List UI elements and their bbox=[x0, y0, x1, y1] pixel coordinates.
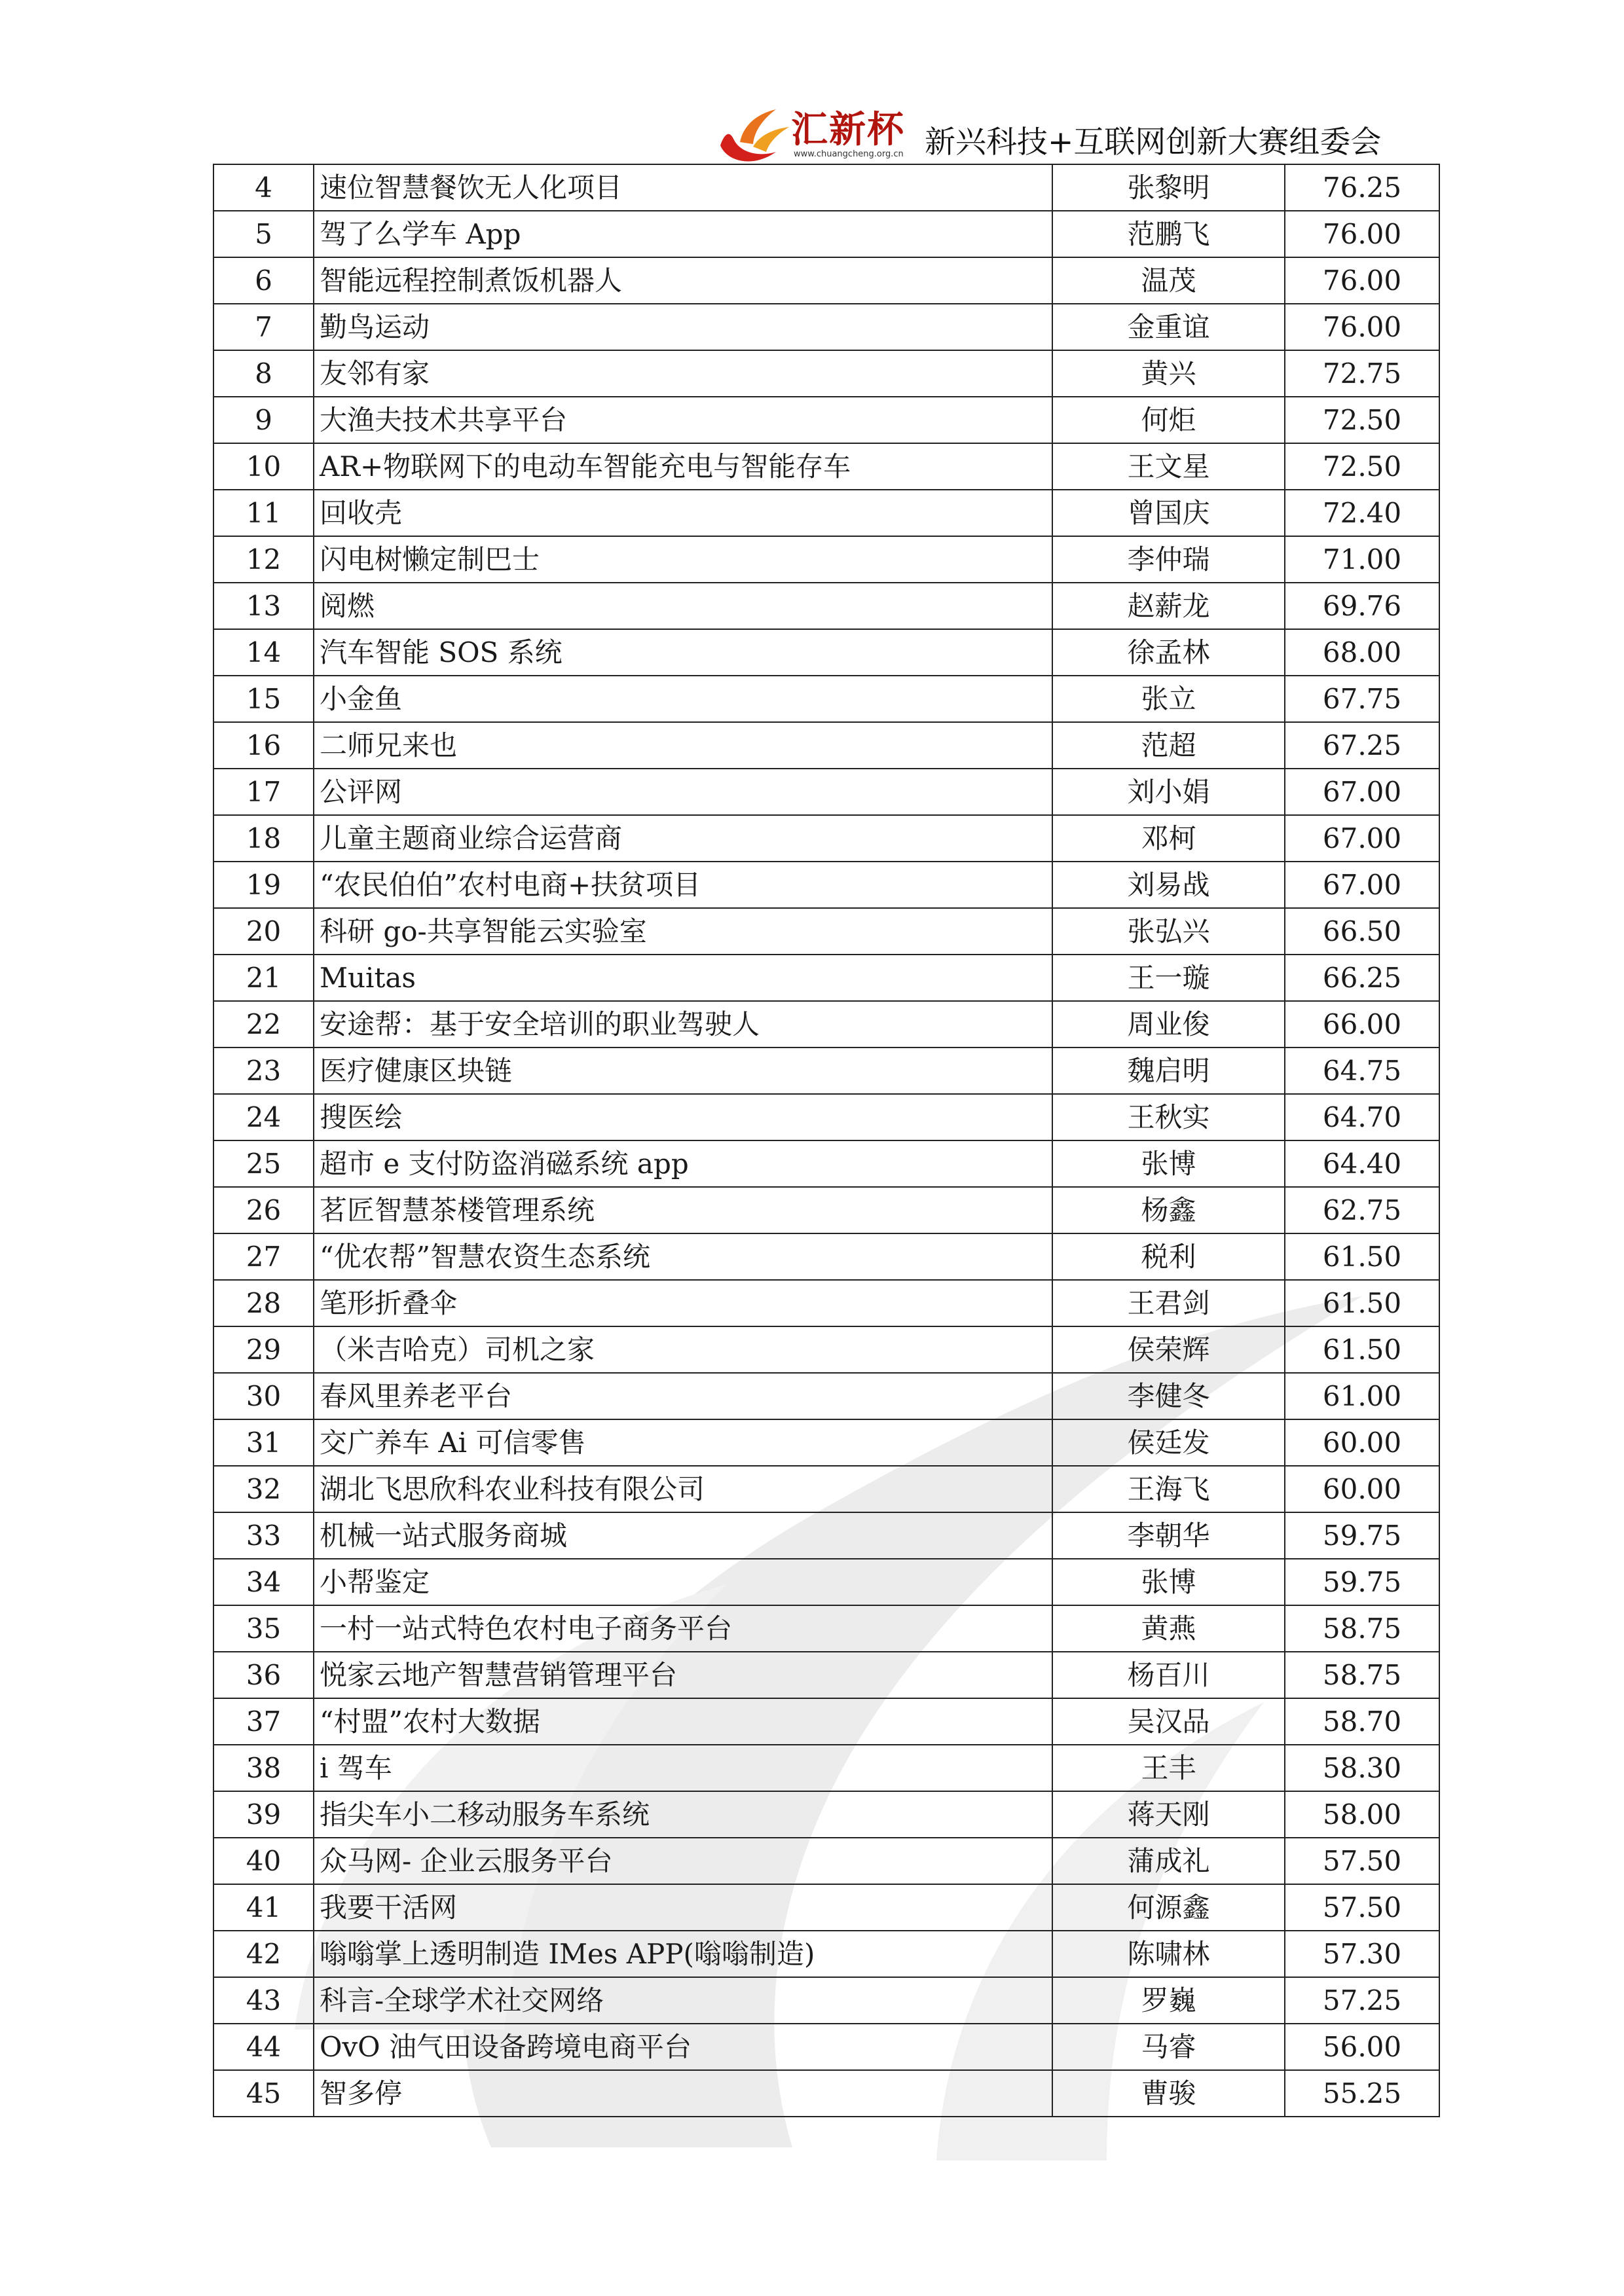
row-number: 18 bbox=[213, 815, 314, 862]
leader-name: 侯廷发 bbox=[1052, 1419, 1285, 1466]
row-number: 20 bbox=[213, 908, 314, 955]
table-row bbox=[213, 955, 1439, 1001]
committee-title: 新兴科技+互联网创新大赛组委会 bbox=[925, 124, 1382, 160]
leader-name: 吴汉品 bbox=[1052, 1698, 1285, 1745]
table-row bbox=[213, 350, 1439, 397]
table-row bbox=[213, 1048, 1439, 1094]
score: 64.75 bbox=[1285, 1048, 1439, 1094]
row-number: 34 bbox=[213, 1559, 314, 1605]
row-number: 12 bbox=[213, 536, 314, 583]
results-table bbox=[213, 164, 1440, 2117]
flame-logo-icon bbox=[714, 106, 792, 168]
score: 58.70 bbox=[1285, 1698, 1439, 1745]
score: 67.25 bbox=[1285, 722, 1439, 769]
leader-name: 刘易战 bbox=[1052, 862, 1285, 908]
project-name: 速位智慧餐饮无人化项目 bbox=[314, 164, 1052, 211]
table-row bbox=[213, 583, 1439, 629]
project-name: 闪电树懒定制巴士 bbox=[314, 536, 1052, 583]
project-name: 笔形折叠伞 bbox=[314, 1280, 1052, 1326]
table-row bbox=[213, 2070, 1439, 2117]
row-number: 17 bbox=[213, 769, 314, 815]
score: 58.75 bbox=[1285, 1605, 1439, 1652]
score: 66.25 bbox=[1285, 955, 1439, 1001]
score: 76.25 bbox=[1285, 164, 1439, 211]
score: 60.00 bbox=[1285, 1419, 1439, 1466]
table-row bbox=[213, 2024, 1439, 2070]
row-number: 11 bbox=[213, 490, 314, 536]
leader-name: 张博 bbox=[1052, 1559, 1285, 1605]
table-row bbox=[213, 1373, 1439, 1419]
project-name: 茗匠智慧茶楼管理系统 bbox=[314, 1187, 1052, 1233]
project-name: 智多停 bbox=[314, 2070, 1052, 2117]
leader-name: 张黎明 bbox=[1052, 164, 1285, 211]
project-name: （米吉哈克）司机之家 bbox=[314, 1326, 1052, 1373]
table-row bbox=[213, 908, 1439, 955]
project-name: 嗡嗡掌上透明制造 IMes APP(嗡嗡制造) bbox=[314, 1931, 1052, 1977]
leader-name: 王秋实 bbox=[1052, 1094, 1285, 1140]
leader-name: 李健冬 bbox=[1052, 1373, 1285, 1419]
row-number: 9 bbox=[213, 397, 314, 443]
table-row bbox=[213, 862, 1439, 908]
table-row bbox=[213, 1512, 1439, 1559]
project-name: 搜医绘 bbox=[314, 1094, 1052, 1140]
project-name: 智能远程控制煮饭机器人 bbox=[314, 257, 1052, 304]
score: 76.00 bbox=[1285, 257, 1439, 304]
score: 69.76 bbox=[1285, 583, 1439, 629]
table-row bbox=[213, 397, 1439, 443]
leader-name: 税利 bbox=[1052, 1233, 1285, 1280]
project-name: 众马网- 企业云服务平台 bbox=[314, 1838, 1052, 1884]
score: 61.00 bbox=[1285, 1373, 1439, 1419]
table-row bbox=[213, 1977, 1439, 2024]
row-number: 31 bbox=[213, 1419, 314, 1466]
row-number: 4 bbox=[213, 164, 314, 211]
leader-name: 李朝华 bbox=[1052, 1512, 1285, 1559]
table-row bbox=[213, 304, 1439, 350]
row-number: 41 bbox=[213, 1884, 314, 1931]
table-row bbox=[213, 629, 1439, 676]
row-number: 5 bbox=[213, 211, 314, 257]
score: 72.40 bbox=[1285, 490, 1439, 536]
project-name: 医疗健康区块链 bbox=[314, 1048, 1052, 1094]
table-row bbox=[213, 211, 1439, 257]
row-number: 32 bbox=[213, 1466, 314, 1512]
row-number: 13 bbox=[213, 583, 314, 629]
score: 61.50 bbox=[1285, 1280, 1439, 1326]
project-name: 湖北飞思欣科农业科技有限公司 bbox=[314, 1466, 1052, 1512]
row-number: 39 bbox=[213, 1791, 314, 1838]
leader-name: 何炬 bbox=[1052, 397, 1285, 443]
row-number: 15 bbox=[213, 676, 314, 722]
row-number: 24 bbox=[213, 1094, 314, 1140]
table-row bbox=[213, 1745, 1439, 1791]
leader-name: 张立 bbox=[1052, 676, 1285, 722]
row-number: 22 bbox=[213, 1001, 314, 1048]
project-name: 小帮鉴定 bbox=[314, 1559, 1052, 1605]
row-number: 44 bbox=[213, 2024, 314, 2070]
score: 76.00 bbox=[1285, 211, 1439, 257]
score: 67.00 bbox=[1285, 815, 1439, 862]
leader-name: 曹骏 bbox=[1052, 2070, 1285, 2117]
row-number: 25 bbox=[213, 1140, 314, 1187]
row-number: 14 bbox=[213, 629, 314, 676]
score: 66.00 bbox=[1285, 1001, 1439, 1048]
leader-name: 陈啸林 bbox=[1052, 1931, 1285, 1977]
table-row bbox=[213, 1187, 1439, 1233]
table-row bbox=[213, 1884, 1439, 1931]
row-number: 40 bbox=[213, 1838, 314, 1884]
project-name: “优农帮”智慧农资生态系统 bbox=[314, 1233, 1052, 1280]
leader-name: 张弘兴 bbox=[1052, 908, 1285, 955]
project-name: 安途帮：基于安全培训的职业驾驶人 bbox=[314, 1001, 1052, 1048]
project-name: 交广养车 Ai 可信零售 bbox=[314, 1419, 1052, 1466]
score: 61.50 bbox=[1285, 1233, 1439, 1280]
table-row bbox=[213, 1605, 1439, 1652]
project-name: 一村一站式特色农村电子商务平台 bbox=[314, 1605, 1052, 1652]
leader-name: 罗巍 bbox=[1052, 1977, 1285, 2024]
table-row bbox=[213, 1698, 1439, 1745]
table-row bbox=[213, 490, 1439, 536]
project-name: 指尖车小二移动服务车系统 bbox=[314, 1791, 1052, 1838]
row-number: 21 bbox=[213, 955, 314, 1001]
project-name: 科研 go-共享智能云实验室 bbox=[314, 908, 1052, 955]
row-number: 6 bbox=[213, 257, 314, 304]
leader-name: 王海飞 bbox=[1052, 1466, 1285, 1512]
leader-name: 王文星 bbox=[1052, 443, 1285, 490]
project-name: 春风里养老平台 bbox=[314, 1373, 1052, 1419]
row-number: 36 bbox=[213, 1652, 314, 1698]
project-name: i 驾车 bbox=[314, 1745, 1052, 1791]
table-row bbox=[213, 1233, 1439, 1280]
table-row bbox=[213, 1001, 1439, 1048]
score: 58.75 bbox=[1285, 1652, 1439, 1698]
score: 58.00 bbox=[1285, 1791, 1439, 1838]
row-number: 43 bbox=[213, 1977, 314, 2024]
project-name: “村盟”农村大数据 bbox=[314, 1698, 1052, 1745]
table-row bbox=[213, 1326, 1439, 1373]
project-name: 悦家云地产智慧营销管理平台 bbox=[314, 1652, 1052, 1698]
row-number: 42 bbox=[213, 1931, 314, 1977]
score: 58.30 bbox=[1285, 1745, 1439, 1791]
score: 67.00 bbox=[1285, 769, 1439, 815]
leader-name: 黄燕 bbox=[1052, 1605, 1285, 1652]
score: 57.50 bbox=[1285, 1884, 1439, 1931]
leader-name: 魏启明 bbox=[1052, 1048, 1285, 1094]
row-number: 26 bbox=[213, 1187, 314, 1233]
project-name: 大渔夫技术共享平台 bbox=[314, 397, 1052, 443]
leader-name: 邓柯 bbox=[1052, 815, 1285, 862]
leader-name: 范鹏飞 bbox=[1052, 211, 1285, 257]
score: 57.25 bbox=[1285, 1977, 1439, 2024]
table-row bbox=[213, 164, 1439, 211]
row-number: 30 bbox=[213, 1373, 314, 1419]
project-name: 驾了么学车 App bbox=[314, 211, 1052, 257]
table-row bbox=[213, 1140, 1439, 1187]
row-number: 19 bbox=[213, 862, 314, 908]
row-number: 10 bbox=[213, 443, 314, 490]
row-number: 29 bbox=[213, 1326, 314, 1373]
leader-name: 刘小娟 bbox=[1052, 769, 1285, 815]
project-name: 友邻有家 bbox=[314, 350, 1052, 397]
table-row bbox=[213, 1466, 1439, 1512]
row-number: 27 bbox=[213, 1233, 314, 1280]
score: 57.30 bbox=[1285, 1931, 1439, 1977]
leader-name: 张博 bbox=[1052, 1140, 1285, 1187]
table-row bbox=[213, 1559, 1439, 1605]
row-number: 16 bbox=[213, 722, 314, 769]
leader-name: 徐孟林 bbox=[1052, 629, 1285, 676]
logo-text: 汇新杯 bbox=[791, 109, 905, 151]
leader-name: 黄兴 bbox=[1052, 350, 1285, 397]
row-number: 7 bbox=[213, 304, 314, 350]
project-name: 回收壳 bbox=[314, 490, 1052, 536]
project-name: 阅燃 bbox=[314, 583, 1052, 629]
logo-url: www.chuangcheng.org.cn bbox=[794, 149, 904, 159]
leader-name: 杨鑫 bbox=[1052, 1187, 1285, 1233]
row-number: 38 bbox=[213, 1745, 314, 1791]
project-name: “农民伯伯”农村电商+扶贫项目 bbox=[314, 862, 1052, 908]
score: 72.50 bbox=[1285, 397, 1439, 443]
project-name: Muitas bbox=[314, 955, 1052, 1001]
project-name: 超市 e 支付防盗消磁系统 app bbox=[314, 1140, 1052, 1187]
project-name: 二师兄来也 bbox=[314, 722, 1052, 769]
score: 61.50 bbox=[1285, 1326, 1439, 1373]
page-header bbox=[714, 98, 1408, 170]
score: 67.00 bbox=[1285, 862, 1439, 908]
table-row bbox=[213, 676, 1439, 722]
leader-name: 蒲成礼 bbox=[1052, 1838, 1285, 1884]
row-number: 28 bbox=[213, 1280, 314, 1326]
score: 72.50 bbox=[1285, 443, 1439, 490]
score: 72.75 bbox=[1285, 350, 1439, 397]
project-name: 公评网 bbox=[314, 769, 1052, 815]
project-name: 汽车智能 SOS 系统 bbox=[314, 629, 1052, 676]
leader-name: 李仲瑞 bbox=[1052, 536, 1285, 583]
score: 59.75 bbox=[1285, 1559, 1439, 1605]
leader-name: 何源鑫 bbox=[1052, 1884, 1285, 1931]
table-row bbox=[213, 1652, 1439, 1698]
leader-name: 杨百川 bbox=[1052, 1652, 1285, 1698]
leader-name: 侯荣辉 bbox=[1052, 1326, 1285, 1373]
leader-name: 周业俊 bbox=[1052, 1001, 1285, 1048]
row-number: 37 bbox=[213, 1698, 314, 1745]
table-row bbox=[213, 722, 1439, 769]
project-name: 勤鸟运动 bbox=[314, 304, 1052, 350]
leader-name: 王一璇 bbox=[1052, 955, 1285, 1001]
row-number: 45 bbox=[213, 2070, 314, 2117]
table-row bbox=[213, 1419, 1439, 1466]
project-name: 我要干活网 bbox=[314, 1884, 1052, 1931]
leader-name: 蒋天刚 bbox=[1052, 1791, 1285, 1838]
row-number: 8 bbox=[213, 350, 314, 397]
table-row bbox=[213, 1280, 1439, 1326]
project-name: 小金鱼 bbox=[314, 676, 1052, 722]
table-row bbox=[213, 536, 1439, 583]
leader-name: 温茂 bbox=[1052, 257, 1285, 304]
table-row bbox=[213, 443, 1439, 490]
project-name: 机械一站式服务商城 bbox=[314, 1512, 1052, 1559]
project-name: OvO 油气田设备跨境电商平台 bbox=[314, 2024, 1052, 2070]
score: 64.40 bbox=[1285, 1140, 1439, 1187]
table-row bbox=[213, 1094, 1439, 1140]
leader-name: 赵薪龙 bbox=[1052, 583, 1285, 629]
table-row bbox=[213, 1838, 1439, 1884]
leader-name: 曾国庆 bbox=[1052, 490, 1285, 536]
leader-name: 范超 bbox=[1052, 722, 1285, 769]
score: 62.75 bbox=[1285, 1187, 1439, 1233]
score: 66.50 bbox=[1285, 908, 1439, 955]
leader-name: 王君剑 bbox=[1052, 1280, 1285, 1326]
score: 76.00 bbox=[1285, 304, 1439, 350]
project-name: 儿童主题商业综合运营商 bbox=[314, 815, 1052, 862]
score: 57.50 bbox=[1285, 1838, 1439, 1884]
score: 67.75 bbox=[1285, 676, 1439, 722]
project-name: AR+物联网下的电动车智能充电与智能存车 bbox=[314, 443, 1052, 490]
score: 55.25 bbox=[1285, 2070, 1439, 2117]
leader-name: 马睿 bbox=[1052, 2024, 1285, 2070]
score: 56.00 bbox=[1285, 2024, 1439, 2070]
project-name: 科言-全球学术社交网络 bbox=[314, 1977, 1052, 2024]
table-row bbox=[213, 1931, 1439, 1977]
leader-name: 王丰 bbox=[1052, 1745, 1285, 1791]
score: 60.00 bbox=[1285, 1466, 1439, 1512]
table-row bbox=[213, 257, 1439, 304]
score: 64.70 bbox=[1285, 1094, 1439, 1140]
score: 71.00 bbox=[1285, 536, 1439, 583]
row-number: 35 bbox=[213, 1605, 314, 1652]
leader-name: 金重谊 bbox=[1052, 304, 1285, 350]
row-number: 23 bbox=[213, 1048, 314, 1094]
table-row bbox=[213, 815, 1439, 862]
row-number: 33 bbox=[213, 1512, 314, 1559]
score: 68.00 bbox=[1285, 629, 1439, 676]
score: 59.75 bbox=[1285, 1512, 1439, 1559]
table-row bbox=[213, 769, 1439, 815]
table-row bbox=[213, 1791, 1439, 1838]
